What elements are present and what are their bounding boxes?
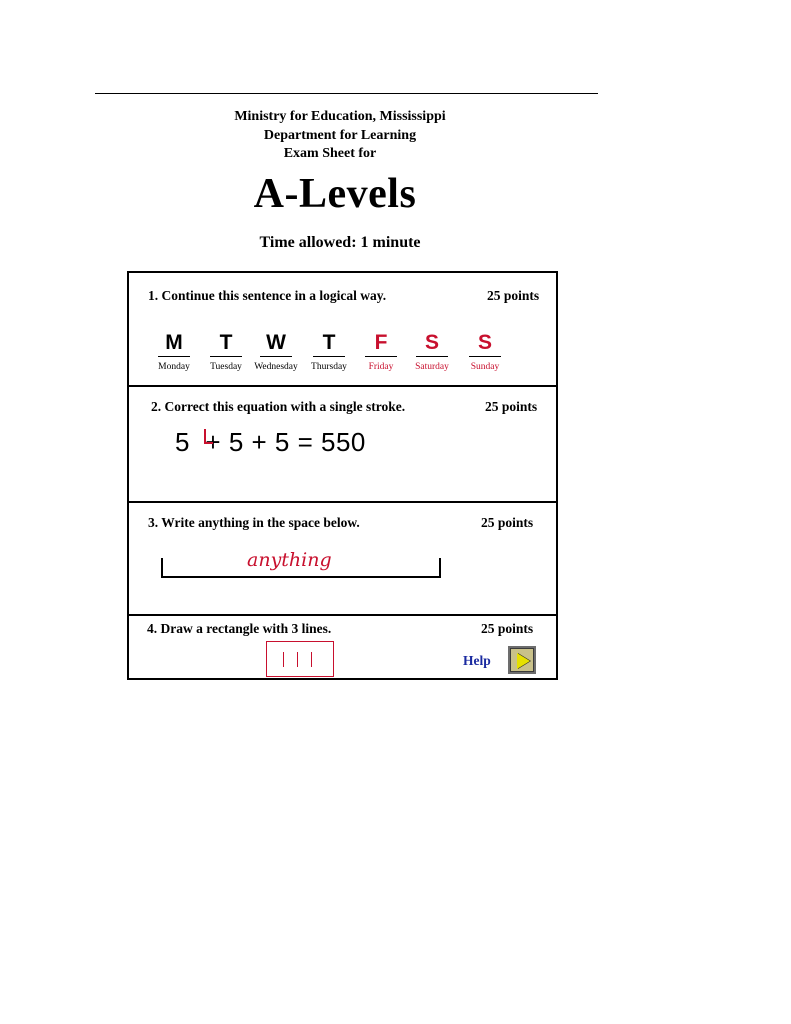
- department-heading: Department for Learning: [263, 128, 417, 143]
- day-underline: [260, 356, 292, 357]
- rect-line: [283, 652, 284, 667]
- day-saturday: [407, 331, 457, 372]
- day-letter: M: [165, 331, 183, 354]
- page-title: A-Levels: [253, 171, 417, 217]
- ministry-heading: Ministry for Education, Mississippi: [234, 109, 446, 124]
- day-wednesday: [251, 331, 301, 372]
- play-icon: [517, 653, 530, 669]
- day-letter: W: [266, 331, 286, 354]
- day-name: Friday: [368, 362, 394, 372]
- day-name: Saturday: [415, 362, 449, 372]
- question-3-points: 25 points: [481, 515, 534, 530]
- question-1-points: 25 points: [487, 288, 540, 303]
- play-button[interactable]: [508, 646, 536, 674]
- day-letter: T: [322, 331, 336, 354]
- question-2: [129, 385, 556, 501]
- help-link[interactable]: Help: [463, 653, 491, 668]
- time-allowed: Time allowed: 1 minute: [259, 234, 421, 251]
- question-2-points: 25 points: [485, 399, 538, 414]
- day-name: Tuesday: [210, 362, 242, 372]
- play-button-face: [510, 648, 534, 672]
- day-letter: S: [477, 331, 492, 354]
- day-underline: [365, 356, 397, 357]
- day-name: Thursday: [311, 362, 347, 372]
- question-4: [129, 614, 556, 680]
- day-letter: S: [424, 331, 439, 354]
- day-friday: [356, 331, 406, 372]
- equation: 5 + 5 + 5 = 550: [175, 427, 366, 457]
- exam-sheet-heading: Exam Sheet for: [283, 146, 377, 161]
- day-name: Sunday: [470, 362, 500, 372]
- question-1-text: 1. Continue this sentence in a logical way.: [148, 288, 387, 303]
- rect-line: [311, 652, 312, 667]
- day-letter: T: [219, 331, 233, 354]
- day-underline: [210, 356, 242, 357]
- day-underline: [416, 356, 448, 357]
- day-sunday: [460, 331, 510, 372]
- day-underline: [313, 356, 345, 357]
- day-thursday: [304, 331, 354, 372]
- day-letter: F: [374, 331, 388, 354]
- question-2-text: 2. Correct this equation with a single stroke.: [151, 399, 406, 414]
- question-3-text: 3. Write anything in the space below.: [148, 515, 360, 530]
- question-4-text: 4. Draw a rectangle with 3 lines.: [147, 621, 332, 636]
- question-1: [129, 273, 556, 385]
- exam-box: [127, 271, 558, 680]
- answer-rectangle: [266, 641, 334, 677]
- day-tuesday: [201, 331, 251, 372]
- rect-line: [297, 652, 298, 667]
- top-divider: [95, 93, 598, 94]
- question-4-points: 25 points: [481, 621, 534, 636]
- answer-anything: anything: [247, 549, 332, 571]
- day-name: Monday: [158, 362, 190, 372]
- day-monday: [149, 331, 199, 372]
- correction-stroke: [204, 429, 213, 444]
- question-3: [129, 501, 556, 614]
- day-underline: [158, 356, 190, 357]
- day-name: Wednesday: [254, 362, 298, 372]
- day-underline: [469, 356, 501, 357]
